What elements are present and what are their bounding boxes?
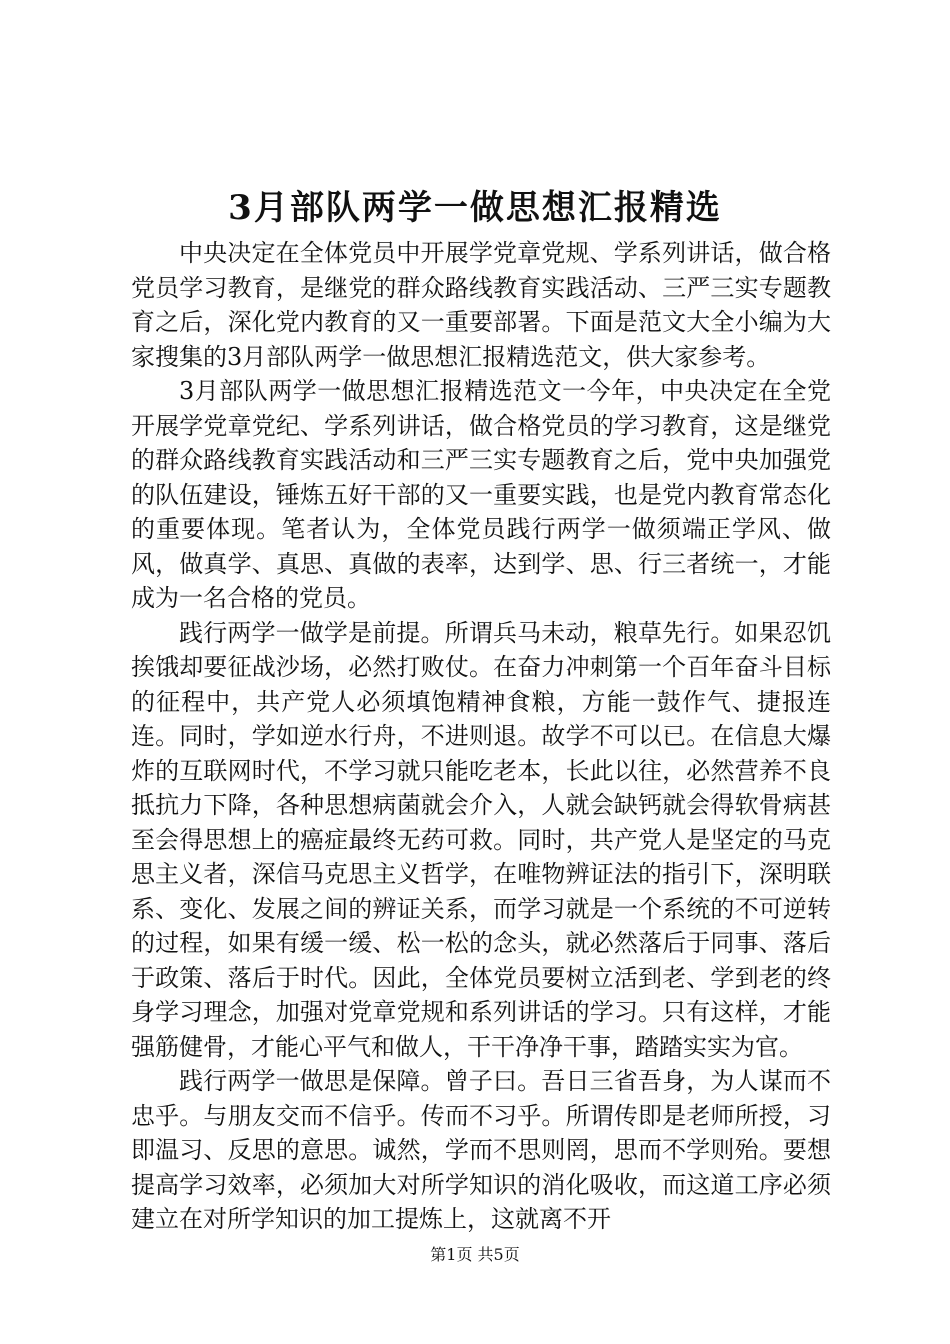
document-title: 3月部队两学一做思想汇报精选 (228, 188, 722, 228)
document-body (131, 236, 831, 1237)
paragraph: 3月部队两学一做思想汇报精选范文一今年，中央决定在全党开展学党章党纪、学系列讲话，做合格党员的学习教育，这是继党的群众路线教育实践活动和三严三实专题教育之后，党中央加强党的队伍建设，锤炼五好干部的又一重要实践，也是党内教育常态化的重要体现。笔者认为，全体党员践行两学一做须端正学风、做风，做真学、真思、真做的表率，达到学、思、行三者统一，才能成为一名合格的党员。 (131, 377, 831, 612)
paragraph: 践行两学一做思是保障。曾子曰。吾日三省吾身，为人谋而不忠乎。与朋友交而不信乎。传而不习乎。所谓传即是老师所授，习即温习、反思的意思。诚然，学而不思则罔，思而不学则殆。要想提高学习效率，必须加大对所学知识的消化吸收，而这道工序必须建立在对所学知识的加工提炼上，这就离不开 (131, 1067, 831, 1233)
page-footer: 第1页 共5页 (430, 1245, 520, 1264)
paragraph: 中央决定在全体党员中开展学党章党规、学系列讲话，做合格党员学习教育，是继党的群众路线教育实践活动、三严三实专题教育之后，深化党内教育的又一重要部署。下面是范文大全小编为大家搜集的3月部队两学一做思想汇报精选范文，供大家参考。 (131, 239, 831, 371)
paragraph: 践行两学一做学是前提。所谓兵马未动，粮草先行。如果忍饥挨饿却要征战沙场，必然打败仗。在奋力冲刺第一个百年奋斗目标的征程中，共产党人必须填饱精神食粮，方能一鼓作气、捷报连连。同时，学如逆水行舟，不进则退。故学不可以已。在信息大爆炸的互联网时代，不学习就只能吃老本，长此以往，必然营养不良抵抗力下降，各种思想病菌就会介入，人就会缺钙就会得软骨病甚至会得思想上的癌症最终无药可救。同时，共产党人是坚定的马克思主义者，深信马克思主义哲学，在唯物辨证法的指引下，深明联系、变化、发展之间的辨证关系，而学习就是一个系统的不可逆转的过程，如果有缓一缓、松一松的念头，就必然落后于同事、落后于政策、落后于时代。因此，全体党员要树立活到老、学到老的终身学习理念，加强对党章党规和系列讲话的学习。只有这样，才能强筋健骨，才能心平气和做人，干干净净干事，踏踏实实为官。 (131, 618, 831, 1061)
